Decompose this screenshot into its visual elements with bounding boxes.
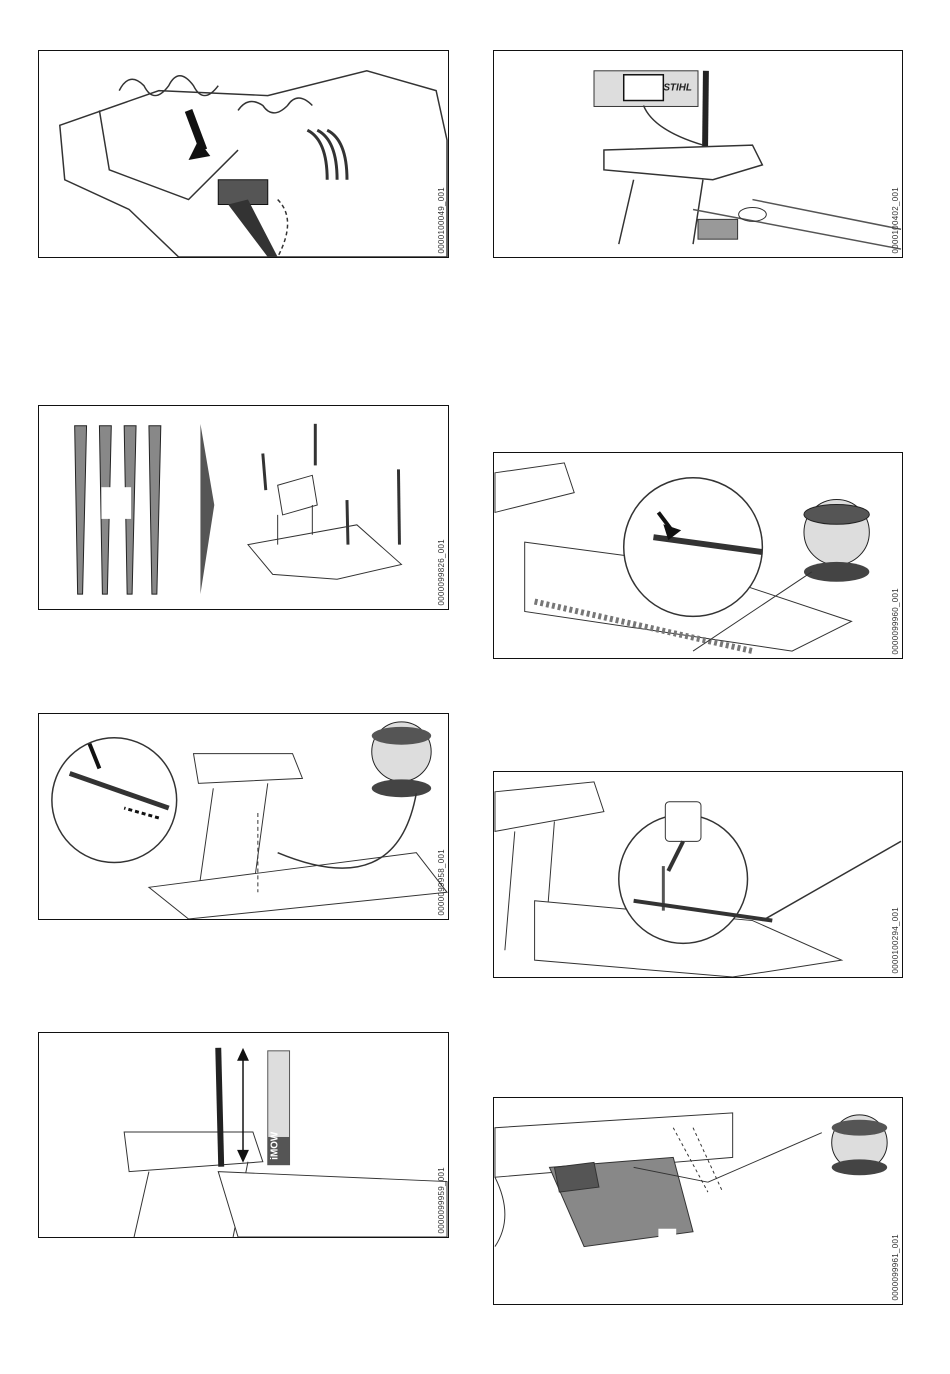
figure-5	[38, 713, 449, 920]
figure-code: 0000100049_001	[437, 186, 446, 253]
cable-length-measurement-illustration	[39, 1033, 448, 1237]
docking-station-connection-illustration	[494, 51, 902, 257]
pegs-and-base-plate-illustration	[39, 406, 448, 609]
stihl-label: STIHL	[663, 82, 692, 94]
figure-1	[38, 50, 449, 258]
figure-6	[493, 771, 903, 978]
wire-insertion-illustration	[494, 453, 902, 658]
figure-3	[38, 405, 449, 610]
installed-base-plate-illustration	[494, 1098, 902, 1304]
figure-code: 0000099959_001	[437, 1166, 446, 1233]
figure-code: 0000100294_001	[891, 906, 900, 973]
figure-code: 0000099960_001	[891, 587, 900, 654]
hammer-peg-illustration	[494, 772, 902, 977]
figure-7	[38, 1032, 449, 1238]
figure-code: 0000099826_001	[437, 538, 446, 605]
figure-code: 0000099958_001	[437, 848, 446, 915]
figure-2	[493, 50, 903, 258]
imow-label: iMOW	[269, 1131, 281, 1160]
wire-routing-illustration	[39, 714, 448, 919]
figure-4	[493, 452, 903, 659]
figure-8	[493, 1097, 903, 1305]
docking-station-cable-illustration	[39, 51, 448, 257]
figure-code: 0000099961_001	[891, 1233, 900, 1300]
pegs-group	[75, 426, 161, 594]
figure-code: 0000100402_001	[891, 186, 900, 253]
